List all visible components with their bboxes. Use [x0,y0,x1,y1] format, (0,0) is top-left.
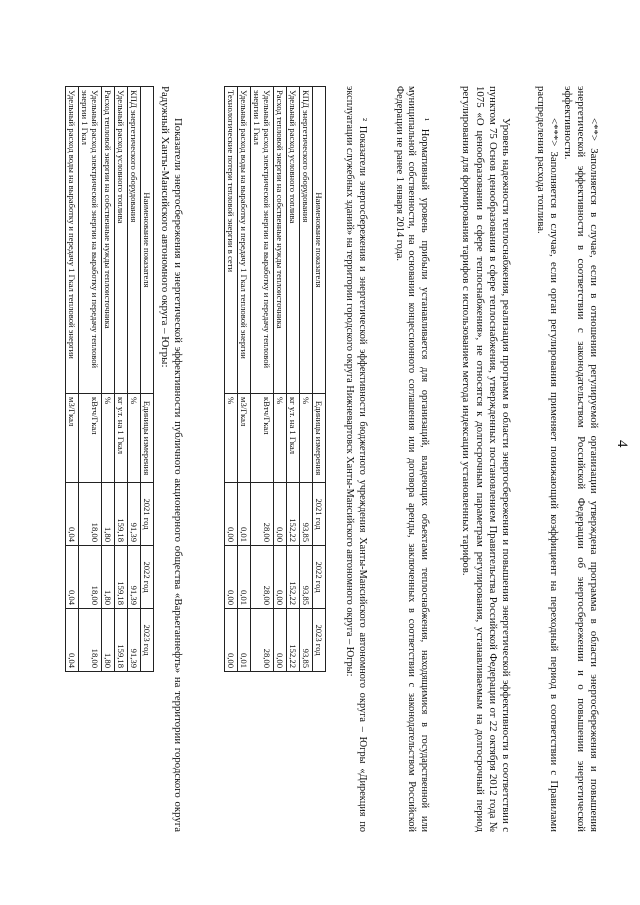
table-row: Удельный расход условного топлива кг у.т. на 1 Гкал 152,22 152,22 152,22 [287,87,300,672]
note-triple-asterisk: <***> Заполняется в случае, если орган регулирования применяет понижающий коэффициент на переходный период в соответствии с Правилами распределения расхода топлива. [535,86,561,832]
column-header-2022: 2022 год [141,546,154,609]
footnote-2: ² Показатели энергосбережения и энергетической эффективности бюджетного учреждения Ханты-Мансийского автономного округа – Югры «Дирекция по эксплуатации служебных зданий» на территории городского округа Нижневартовск Ханты-Мансийского автономного округа – Югры: [344,86,368,832]
footnote-1: ¹ Нормативный уровень прибыли устанавливается для организаций, владеющих объектами теплоснабжения, находящимися в государственной или муниципальной собственности, на основании концессионного соглашения или договора аренды, заключенных в соответствии с законодательством Российской Федерации не ранее 1 января 2014 года. [393,86,430,832]
column-header-2023: 2023 год [141,609,154,672]
column-header-2021: 2021 год [141,483,154,546]
table-row: Расход тепловой энергии на собственные нужды теплоисточника % 1,80 1,80 1,80 [102,87,115,672]
column-header-unit: Единицы измерения [313,394,326,483]
table-row: Удельный расход воды на выработку и передачу 1 Гкал тепловой энергии м3/Гкал 0,01 0,01 0,01 [238,87,251,672]
table-row: КПД энергетического оборудования % 93,85 93,85 93,85 [300,87,313,672]
table-row: Удельный расход условного топлива кг у.т. на 1 Гкал 159,18 159,18 159,18 [115,87,128,672]
table-row: Удельный расход воды на выработку и передачу 1 Гкал тепловой энергии м3/Гкал 0,04 0,04 0,04 [66,87,79,672]
section-2-heading: Показатели энергосбережения и энергетической эффективности публичного акционерного общества «Варьеганнефть» на территории городского округа Радужный Ханты-Мансийского автономного округа – Югры: [158,86,184,832]
reliability-paragraph-block [459,86,512,832]
notes-block [534,86,600,832]
table-indicators-2 [65,86,154,672]
table-row: Расход тепловой энергии на собственные нужды теплоисточника % 0,00 0,00 0,00 [274,87,287,672]
table-row: Удельный расход электрической энергии на выработку и передачу тепловой энергии 1 Гкал кВтч/Гкал 18,00 18,00 18,00 [79,87,102,672]
page-number: 4 [614,440,630,448]
footnote-2-block [343,86,368,832]
table-row: КПД энергетического оборудования % 91,39 91,39 91,39 [128,87,141,672]
column-header-name: Наименование показателя [141,87,154,394]
table-row: Технологические потери тепловой энергии в сети % 0,00 0,00 0,00 [225,87,238,672]
table-indicators-1 [224,86,326,672]
table-header-row [313,87,326,672]
section-2-heading-block [158,86,184,832]
column-header-2021: 2021 год [313,483,326,546]
reliability-paragraph: Уровень надежности теплоснабжения, реализация программ в области энергосбережения и повышения энергетической эффективности в соответствии с пунктом 75 Основ ценообразования в сфере теплоснабжения, утвержденных постановлением Правительства Российской Федерации от 22 октября 2012 года № 1075 «О ценообразовании в сфере теплоснабжения», не относятся к долгосрочным параметрам регулирования, устанавливаемым на долгосрочный период регулирования для формирования тарифов с использованием метода индексации установленных тарифов. [460,86,512,832]
column-header-2022: 2022 год [313,546,326,609]
table-row: Удельный расход электрической энергии на выработку и передачу тепловой энергии 1 Гкал кВтч/Гкал 28,00 28,00 28,00 [251,87,274,672]
column-header-unit: Единицы измерения [141,394,154,483]
column-header-2023: 2023 год [313,609,326,672]
note-double-asterisk: <**> Заполняется в случае, если в отношении регулируемой организации утверждена программа в области энергосбережения и повышения энергетической эффективности в соответствии с законодательством Российской Федерации об энергосбережении и о повышении энергетической эффективности. [561,86,600,832]
table-header-row [141,87,154,672]
column-header-name: Наименование показателя [313,87,326,394]
footnote-1-block [392,86,430,832]
